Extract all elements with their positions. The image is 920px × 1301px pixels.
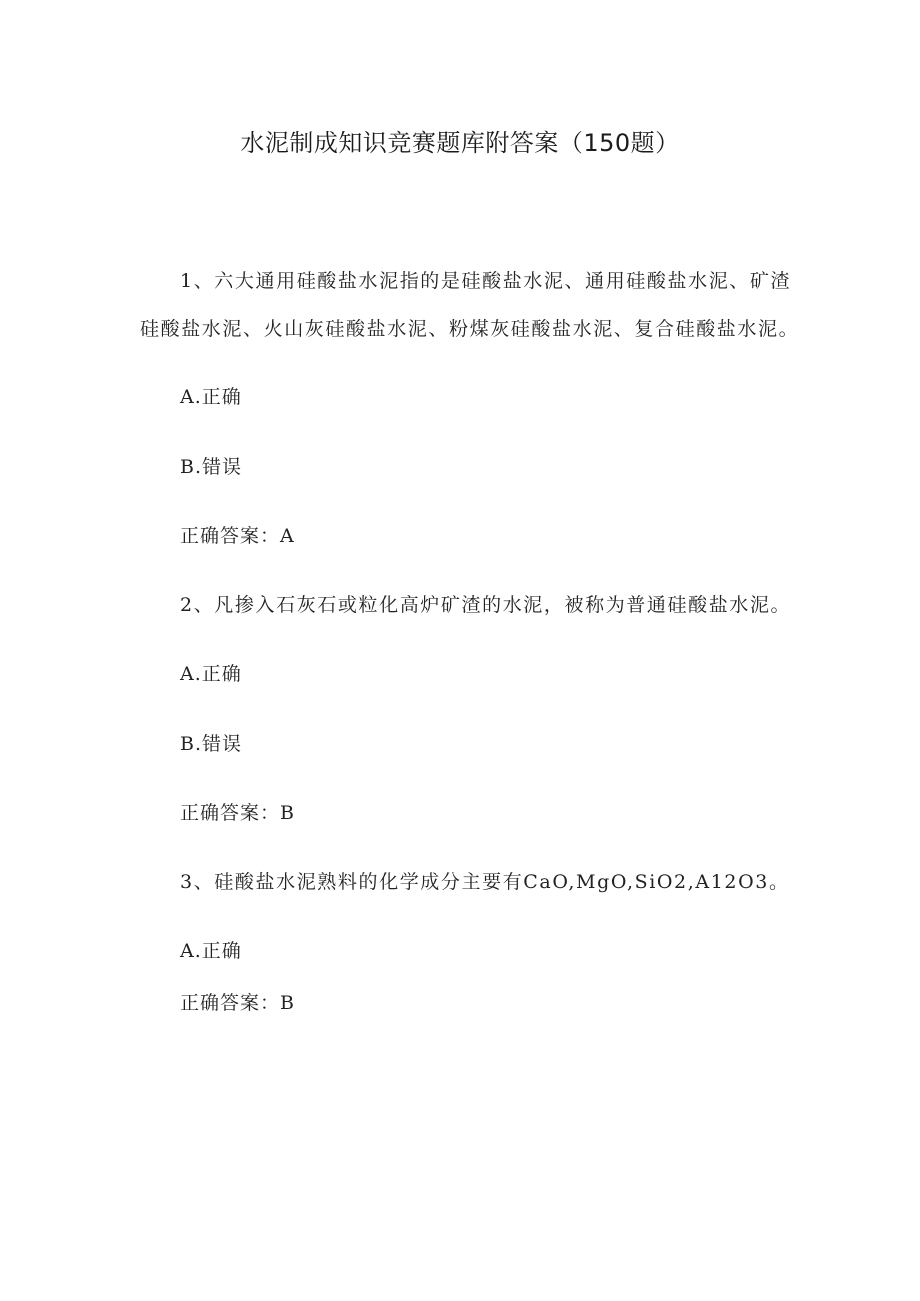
- question-3-stem-line-1: 3、硅酸盐水泥熟料的化学成分主要有CaO,MgO,SiO2,A12O3。: [180, 871, 790, 893]
- question-1-option-b: B.错误: [180, 456, 243, 478]
- question-2-stem-line-1: 2、凡掺入石灰石或粒化高炉矿渣的水泥，被称为普通硅酸盐水泥。: [180, 594, 792, 616]
- question-2-option-a: A.正确: [180, 663, 242, 685]
- question-3-answer: 正确答案：B: [180, 992, 295, 1014]
- question-2-answer: 正确答案：B: [180, 802, 295, 824]
- question-3-option-a: A.正确: [180, 940, 242, 962]
- question-1-stem-line-1: 1、六大通用硅酸盐水泥指的是硅酸盐水泥、通用硅酸盐水泥、矿渣: [180, 270, 792, 292]
- document-title: 水泥制成知识竞赛题库附答案（150题）: [240, 129, 680, 157]
- question-1-option-a: A.正确: [180, 386, 242, 408]
- question-2-option-b: B.错误: [180, 733, 243, 755]
- question-1-answer: 正确答案：A: [180, 525, 295, 547]
- question-1-stem-line-2: 硅酸盐水泥、火山灰硅酸盐水泥、粉煤灰硅酸盐水泥、复合硅酸盐水泥。: [140, 318, 800, 340]
